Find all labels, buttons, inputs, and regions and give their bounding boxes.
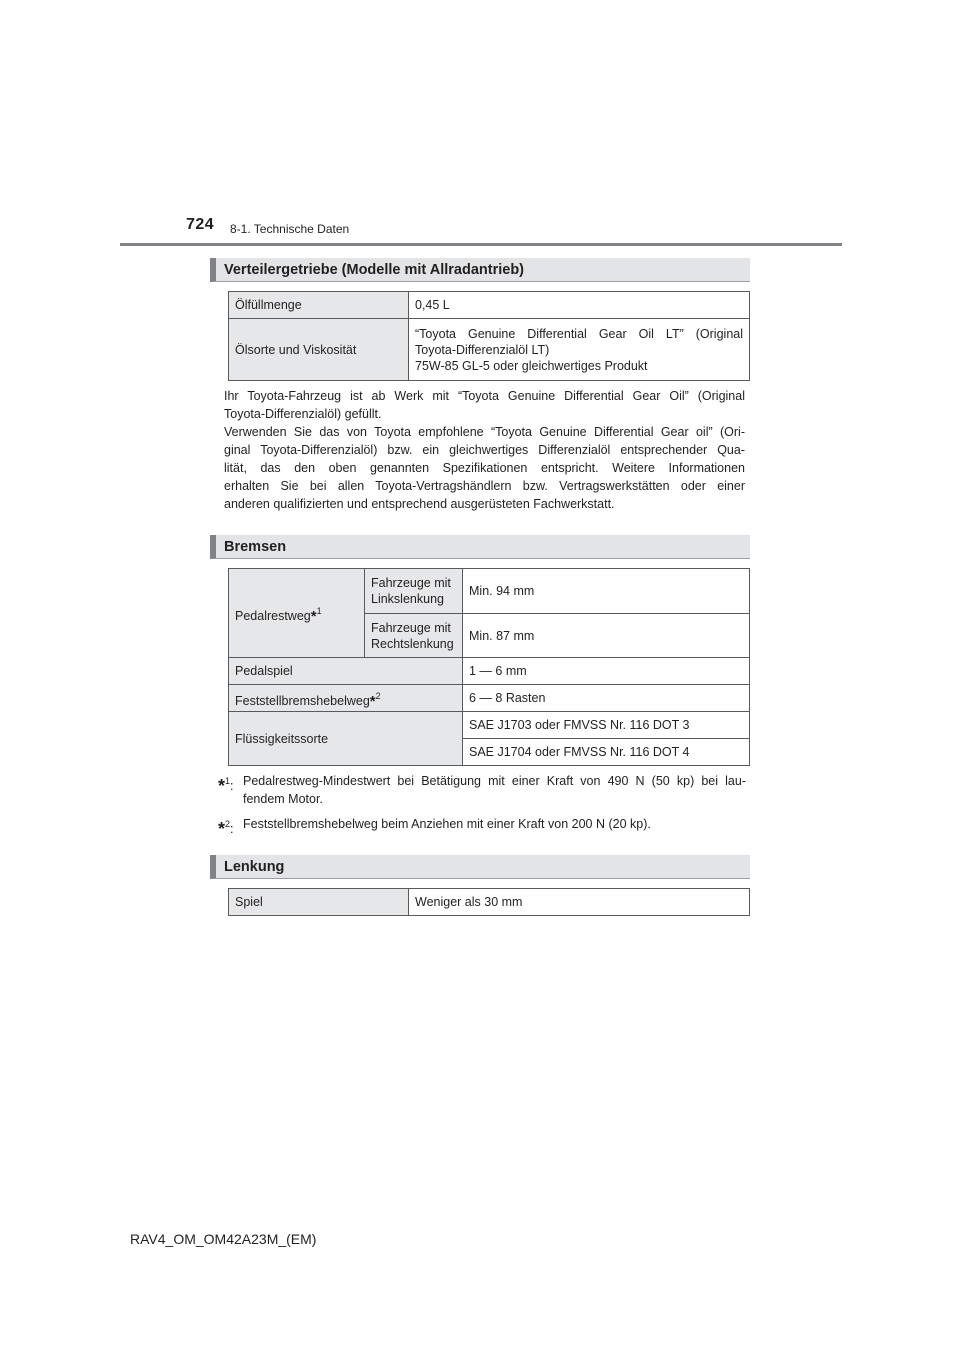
footnote-star-icon: * (310, 607, 317, 625)
table-row (229, 712, 750, 739)
footnote-star-icon: * (369, 692, 376, 710)
table-cell-value (409, 319, 750, 381)
table-cell-value: Min. 87 mm (463, 614, 750, 658)
text-line: Pedalrestweg-Mindestwert bei Betätigung mit einer Kraft von 490 N (50 kp) bei lau- (243, 774, 746, 788)
text-line: “Toyota Genuine Differential Gear Oil LT” (Original (415, 326, 743, 341)
brakes-table (228, 568, 750, 766)
chapter-title: 8-1. Technische Daten (230, 222, 350, 236)
steering-table (228, 888, 750, 916)
footnote-star-icon: * (218, 776, 226, 796)
table-cell-label (365, 614, 463, 658)
table-cell-label (229, 685, 463, 712)
transfer-case-paragraph (224, 387, 745, 513)
text-line: anderen qualifizierten und entsprechend ausgerüsteten Fachwerkstatt. (224, 497, 615, 511)
footnote (218, 772, 746, 808)
document-code: RAV4_OM_OM42A23M_(EM) (130, 1231, 317, 1247)
table-cell-label: Pedalspiel (229, 658, 463, 685)
text-line: Feststellbremshebelweg beim Anziehen mit einer Kraft von 200 N (20 kp). (243, 817, 651, 831)
footnote-ref: 1 (316, 605, 322, 616)
footnote (218, 815, 746, 839)
transfer-case-table (228, 291, 750, 381)
text-line: 75W-85 GL-5 oder gleichwertiges Produkt (415, 358, 648, 373)
text-line: Fahrzeuge mit (371, 576, 451, 590)
pedal-reserve-label: Pedalrestweg (235, 608, 311, 623)
section-heading-text: Lenkung (224, 859, 285, 875)
table-cell-value: 0,45 L (409, 292, 750, 319)
footnote-colon: : (230, 779, 234, 793)
text-line: Toyota-Differenzialöl) gefüllt. (224, 407, 382, 421)
text-line: Fahrzeuge mit (371, 620, 451, 635)
table-cell-label: Ölsorte und Viskosität (229, 319, 409, 381)
table-row (229, 569, 750, 614)
section-heading-transfer-case (210, 258, 750, 282)
text-line: fendem Motor. (243, 792, 323, 806)
table-cell-label: Spiel (229, 889, 409, 916)
text-line: lität, das den oben genannten Spezifikationen entspricht. Weitere Informationen (224, 461, 745, 475)
table-row (229, 319, 750, 381)
footnote-star-icon: * (218, 819, 226, 839)
table-cell-value: Min. 94 mm (463, 569, 750, 614)
table-cell-value: Weniger als 30 mm (409, 889, 750, 916)
table-cell-label (229, 569, 365, 658)
table-row (229, 658, 750, 685)
text-line: Linkslenkung (371, 592, 444, 606)
footnote-number: 1 (225, 776, 231, 786)
footnote-colon: : (230, 822, 234, 836)
table-cell-label: Ölfüllmenge (229, 292, 409, 319)
table-cell-value: SAE J1703 oder FMVSS Nr. 116 DOT 3 (463, 712, 750, 739)
text-line: Toyota-Differenzialöl LT) (415, 342, 550, 357)
table-cell-value: 6 — 8 Rasten (463, 685, 750, 712)
parking-brake-label: Feststellbremshebelweg (235, 693, 370, 708)
text-line: erhalten Sie bei allen Toyota-Vertragshändlern bzw. Vertragswerkstätten oder einer (224, 479, 745, 493)
text-line: Verwenden Sie das von Toyota empfohlene “Toyota Genuine Differential Gear oil” (Ori- (224, 425, 745, 439)
text-line: Rechtslenkung (371, 636, 454, 651)
table-cell-label (365, 569, 463, 614)
footnote-ref: 2 (375, 690, 381, 701)
section-heading-text: Verteilergetriebe (Modelle mit Allradantrieb) (224, 262, 525, 278)
table-row (229, 889, 750, 916)
header-rule (120, 243, 842, 246)
table-row (229, 685, 750, 712)
table-row (229, 292, 750, 319)
text-line: Ihr Toyota-Fahrzeug ist ab Werk mit “Toyota Genuine Differential Gear Oil” (Original (224, 389, 745, 403)
page-number: 724 (186, 216, 215, 233)
text-line: ginal Toyota-Differenzialöl) bzw. ein gleichwertiges Differenzialöl entsprechender Qua- (224, 443, 745, 457)
table-cell-value: SAE J1704 oder FMVSS Nr. 116 DOT 4 (463, 739, 750, 766)
footnote-number: 2 (225, 819, 231, 829)
table-cell-label: Flüssigkeitssorte (229, 712, 463, 766)
table-cell-value: 1 — 6 mm (463, 658, 750, 685)
section-heading-brakes (210, 535, 750, 559)
section-heading-steering (210, 855, 750, 879)
section-heading-text: Bremsen (224, 539, 287, 555)
